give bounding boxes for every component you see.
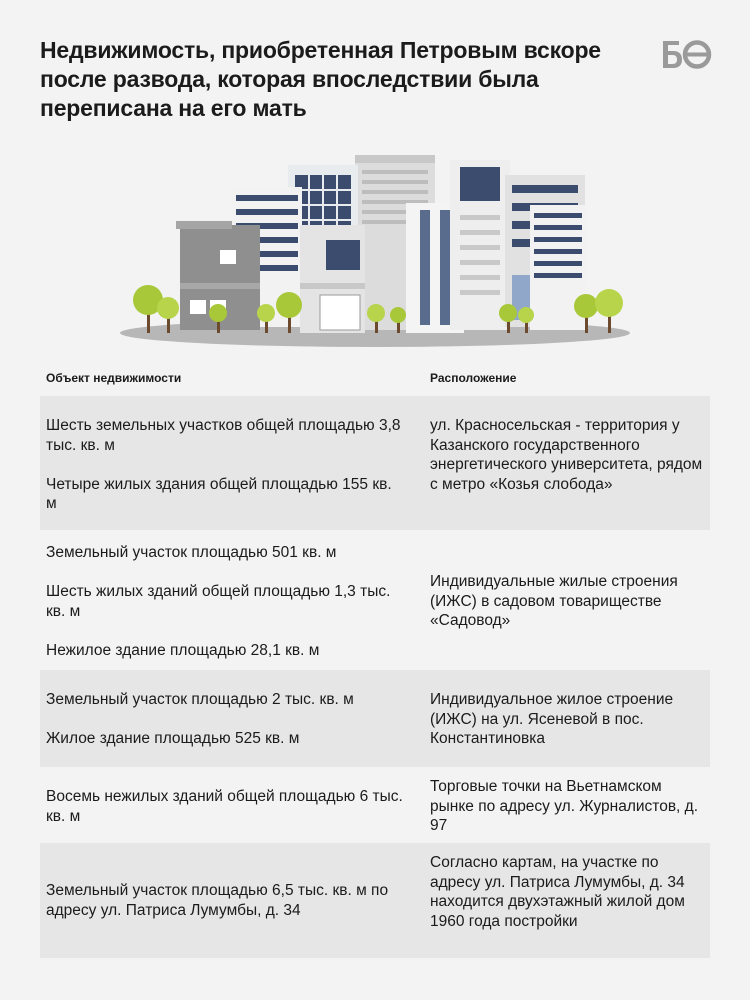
table-row	[40, 530, 710, 670]
bo-logo	[660, 38, 712, 70]
table-row	[40, 843, 710, 958]
table-row	[40, 670, 710, 767]
object-cell	[46, 881, 406, 920]
column-header-location: Расположение	[430, 371, 517, 385]
object-cell	[46, 690, 406, 749]
object-text: Восемь нежилых зданий общей площадью 6 тыс. кв. м	[46, 788, 403, 825]
buildings-illustration	[110, 145, 640, 355]
property-table	[40, 396, 710, 958]
table-row	[40, 767, 710, 843]
object-text: Шесть земельных участков общей площадью 3,8 тыс. кв. м	[46, 417, 401, 454]
object-text: Земельный участок площадью 2 тыс. кв. м	[46, 691, 354, 708]
location-cell: Согласно картам, на участке по адресу ул. Патриса Лумумбы, д. 34 находится двухэтажный жилой дом 1960 года постройки	[430, 854, 685, 930]
object-text: Жилое здание площадью 525 кв. м	[46, 730, 300, 747]
table-row	[40, 396, 710, 530]
object-cell	[46, 416, 406, 514]
object-cell	[46, 543, 406, 660]
object-text: Земельный участок площадью 501 кв. м	[46, 544, 337, 561]
object-text: Четыре жилых здания общей площадью 155 кв. м	[46, 475, 392, 512]
page-title: Недвижимость, приобретенная Петровым вскоре после развода, которая впоследствии была переписана на его мать	[40, 37, 601, 121]
location-cell: ул. Красносельская - территория у Казанского государственного энергетического университета, рядом с метро «Козья слобода»	[430, 417, 703, 493]
column-header-object: Объект недвижимости	[46, 371, 182, 385]
object-text: Нежилое здание площадью 28,1 кв. м	[46, 641, 320, 659]
object-text: Земельный участок площадью 6,5 тыс. кв. м по адресу ул. Патриса Лумумбы, д. 34	[46, 882, 389, 919]
object-cell	[46, 787, 406, 826]
object-text: Шесть жилых зданий общей площадью 1,3 тыс. кв. м	[46, 583, 391, 620]
location-cell: Торговые точки на Вьетнамском рынке по адресу ул. Журналистов, д. 97	[430, 778, 699, 834]
location-cell: Индивидуальное жилое строение (ИЖС) на ул. Ясеневой в пос. Константиновка	[430, 691, 674, 747]
location-cell: Индивидуальные жилые строения (ИЖС) в садовом товариществе «Садовод»	[430, 573, 678, 629]
